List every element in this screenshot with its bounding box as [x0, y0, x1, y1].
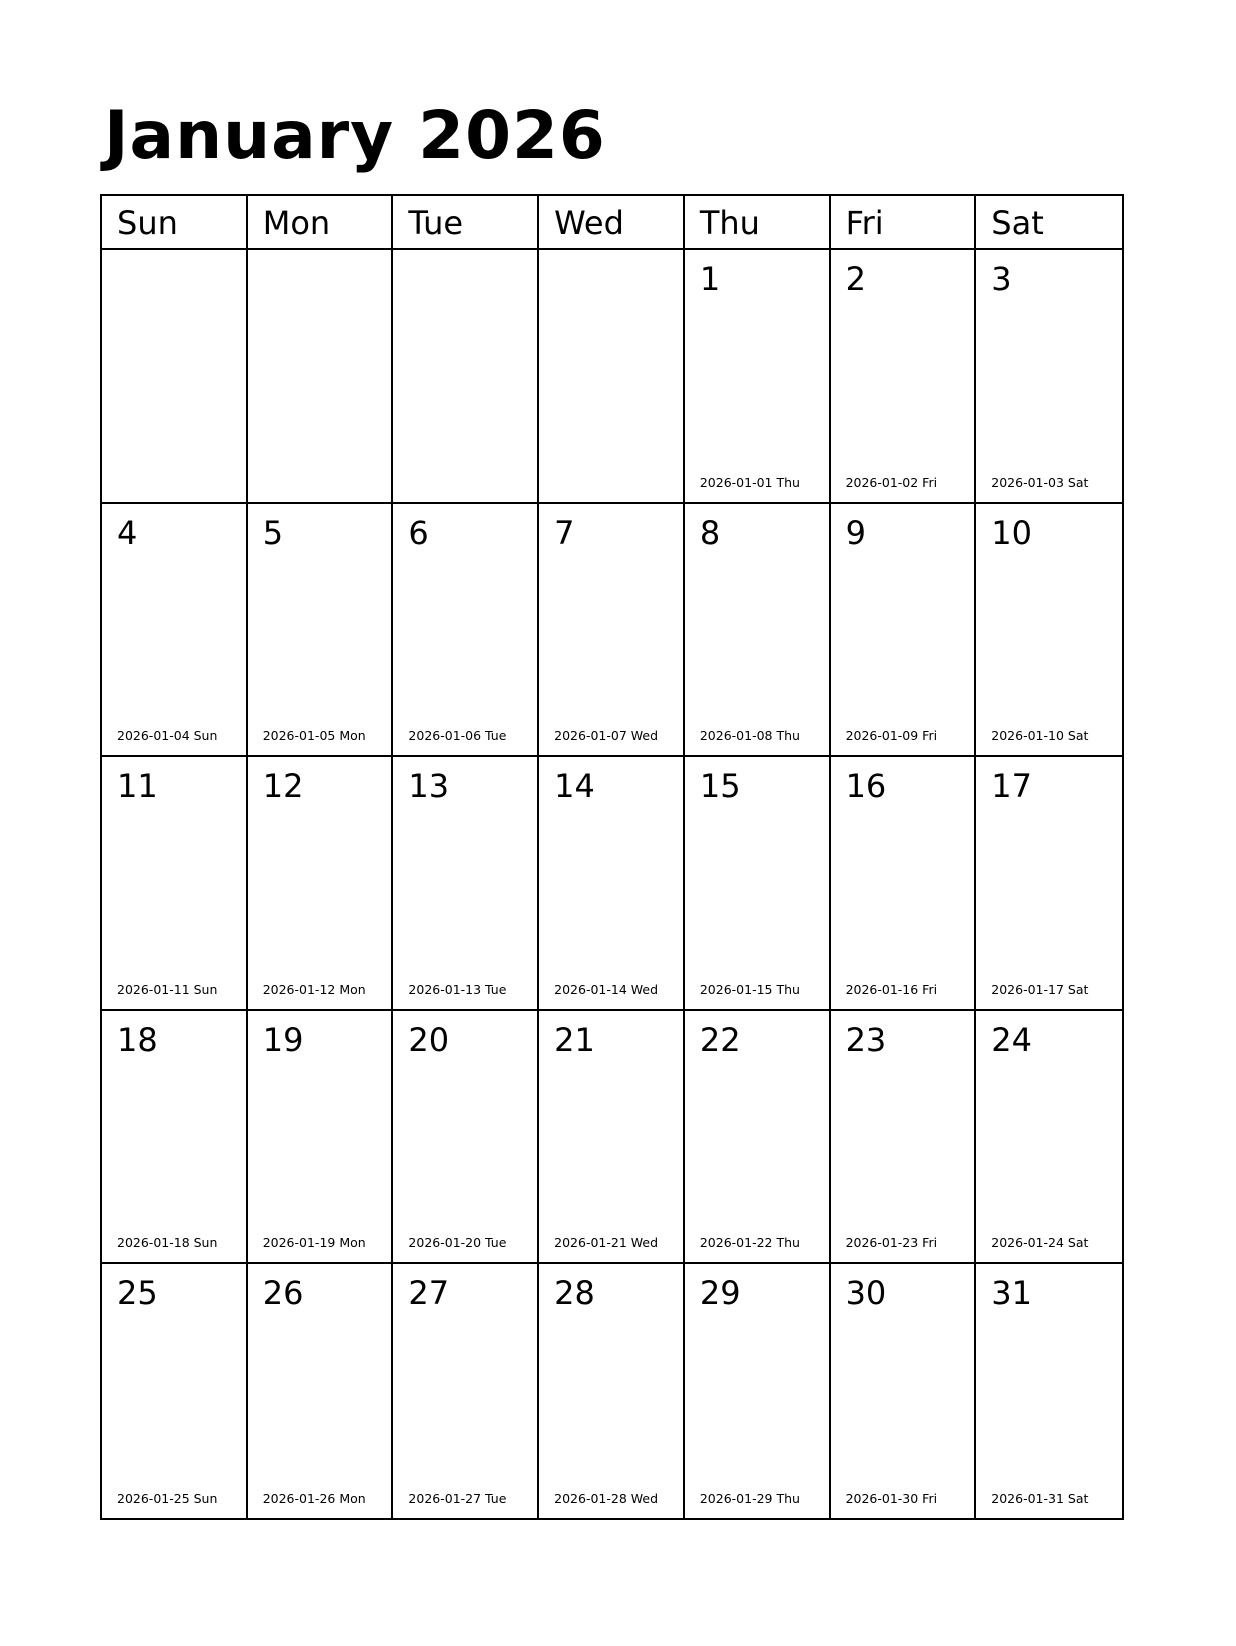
day-date-label: 2026-01-07 Wed — [554, 728, 659, 744]
calendar-grid — [100, 194, 1124, 1520]
empty-day-cell — [248, 250, 394, 504]
weekday-label: Thu — [699, 204, 760, 242]
day-date-label: 2026-01-20 Tue — [408, 1235, 507, 1251]
day-number: 8 — [699, 513, 721, 552]
day-date-label: 2026-01-23 Fri — [845, 1235, 938, 1251]
empty-day-cell — [102, 250, 248, 504]
day-cell[interactable] — [685, 757, 831, 1011]
day-number: 3 — [991, 260, 1012, 298]
day-cell[interactable] — [976, 757, 1122, 1011]
day-date-label: 2026-01-11 Sun — [117, 981, 218, 997]
day-number: 29 — [699, 1274, 741, 1313]
day-cell[interactable] — [248, 1264, 394, 1518]
day-number: 27 — [408, 1274, 450, 1313]
day-number: 4 — [117, 513, 138, 552]
weekday-header-cell — [976, 196, 1122, 250]
day-date-label: 2026-01-21 Wed — [554, 1235, 659, 1251]
day-date-label: 2026-01-02 Fri — [845, 474, 938, 490]
day-number: 15 — [699, 767, 741, 806]
day-date-label: 2026-01-10 Sat — [991, 728, 1089, 744]
day-cell[interactable] — [685, 1011, 831, 1265]
day-date-label: 2026-01-05 Mon — [262, 728, 366, 744]
day-number: 23 — [845, 1020, 887, 1059]
day-number: 9 — [845, 513, 866, 552]
day-date-label: 2026-01-16 Fri — [845, 981, 938, 997]
day-date-label: 2026-01-09 Fri — [845, 728, 938, 744]
day-number: 22 — [699, 1020, 741, 1059]
calendar-title: January 2026 — [104, 97, 606, 174]
day-number: 20 — [408, 1020, 450, 1059]
weekday-label: Mon — [262, 204, 331, 242]
day-cell[interactable] — [393, 1011, 539, 1265]
weekday-header-cell — [102, 196, 248, 250]
day-date-label: 2026-01-17 Sat — [991, 981, 1089, 997]
day-cell[interactable] — [685, 250, 831, 504]
day-number: 26 — [262, 1274, 304, 1313]
day-date-label: 2026-01-13 Tue — [408, 981, 507, 997]
day-cell[interactable] — [102, 1264, 248, 1518]
day-number: 30 — [845, 1274, 887, 1313]
day-date-label: 2026-01-12 Mon — [262, 981, 366, 997]
day-cell[interactable] — [685, 504, 831, 758]
day-date-label: 2026-01-29 Thu — [699, 1491, 800, 1506]
day-number: 14 — [554, 767, 595, 806]
day-date-label: 2026-01-30 Fri — [845, 1491, 938, 1506]
day-date-label: 2026-01-04 Sun — [117, 728, 218, 744]
day-number: 24 — [991, 1020, 1032, 1059]
day-cell[interactable] — [976, 1264, 1122, 1518]
weekday-header-cell — [393, 196, 539, 250]
day-number: 18 — [117, 1020, 158, 1059]
day-date-label: 2026-01-28 Wed — [554, 1491, 659, 1506]
day-cell[interactable] — [685, 1264, 831, 1518]
day-number: 13 — [408, 767, 450, 806]
day-date-label: 2026-01-08 Thu — [699, 728, 800, 744]
day-number: 12 — [262, 767, 304, 806]
weekday-label: Wed — [554, 204, 624, 242]
day-date-label: 2026-01-03 Sat — [991, 474, 1089, 490]
day-cell[interactable] — [393, 1264, 539, 1518]
empty-day-cell — [393, 250, 539, 504]
day-number: 6 — [408, 513, 429, 552]
day-number: 1 — [699, 260, 721, 298]
day-date-label: 2026-01-06 Tue — [408, 728, 507, 744]
day-number: 21 — [554, 1020, 595, 1059]
weekday-header-cell — [248, 196, 394, 250]
day-date-label: 2026-01-18 Sun — [117, 1235, 218, 1251]
day-date-label: 2026-01-01 Thu — [699, 474, 800, 490]
empty-day-cell — [539, 250, 685, 504]
day-cell[interactable] — [539, 757, 685, 1011]
day-date-label: 2026-01-26 Mon — [262, 1491, 366, 1506]
day-number: 5 — [262, 513, 284, 552]
day-date-label: 2026-01-14 Wed — [554, 981, 659, 997]
day-number: 25 — [117, 1274, 158, 1313]
day-number: 28 — [554, 1274, 595, 1313]
day-cell[interactable] — [539, 1011, 685, 1265]
weekday-header-cell — [685, 196, 831, 250]
day-cell[interactable] — [976, 250, 1122, 504]
day-cell[interactable] — [831, 504, 977, 758]
day-date-label: 2026-01-31 Sat — [991, 1491, 1089, 1506]
day-date-label: 2026-01-25 Sun — [117, 1491, 218, 1506]
day-cell[interactable] — [248, 1011, 394, 1265]
day-number: 10 — [991, 513, 1032, 552]
weekday-label: Sat — [991, 204, 1044, 242]
day-cell[interactable] — [393, 757, 539, 1011]
day-number: 19 — [262, 1020, 304, 1059]
day-cell[interactable] — [248, 757, 394, 1011]
day-number: 2 — [845, 260, 866, 298]
weekday-label: Sun — [117, 204, 178, 242]
day-cell[interactable] — [831, 1011, 977, 1265]
day-cell[interactable] — [976, 504, 1122, 758]
day-cell[interactable] — [976, 1011, 1122, 1265]
day-cell[interactable] — [393, 504, 539, 758]
day-cell[interactable] — [831, 1264, 977, 1518]
day-date-label: 2026-01-27 Tue — [408, 1491, 507, 1506]
day-cell[interactable] — [831, 250, 977, 504]
day-date-label: 2026-01-19 Mon — [262, 1235, 366, 1251]
weekday-header-cell — [831, 196, 977, 250]
day-cell[interactable] — [539, 504, 685, 758]
day-cell[interactable] — [102, 757, 248, 1011]
day-number: 17 — [991, 767, 1032, 806]
day-number: 16 — [845, 767, 887, 806]
weekday-label: Tue — [408, 204, 464, 242]
day-cell[interactable] — [102, 1011, 248, 1265]
day-cell[interactable] — [831, 757, 977, 1011]
day-number: 7 — [554, 513, 575, 552]
weekday-header-cell — [539, 196, 685, 250]
day-cell[interactable] — [102, 504, 248, 758]
day-cell[interactable] — [248, 504, 394, 758]
day-cell[interactable] — [539, 1264, 685, 1518]
weekday-label: Fri — [845, 204, 884, 242]
day-number: 31 — [991, 1274, 1032, 1313]
day-date-label: 2026-01-15 Thu — [699, 981, 800, 997]
day-number: 11 — [117, 767, 158, 806]
day-date-label: 2026-01-22 Thu — [699, 1235, 800, 1251]
day-date-label: 2026-01-24 Sat — [991, 1235, 1089, 1251]
